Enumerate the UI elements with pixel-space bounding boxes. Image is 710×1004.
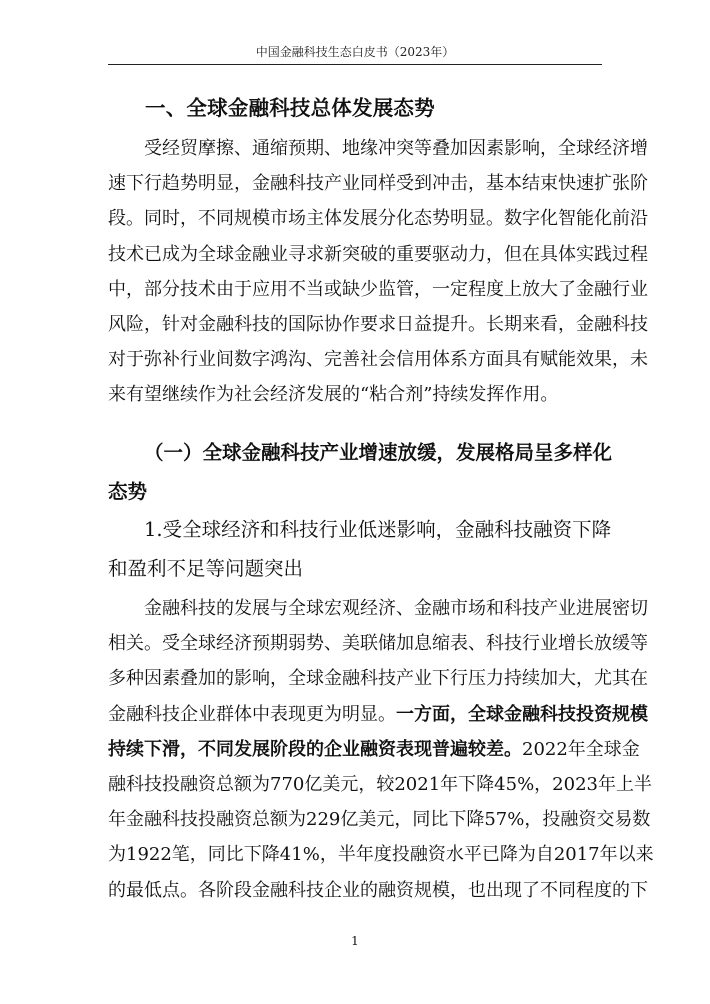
paragraph-line [108,697,648,732]
section-heading: 一、全球金融科技总体发展态势 [145,96,435,120]
paragraph-line: 速下行趋势明显，金融科技产业同样受到冲击，基本结束快速扩张阶 [108,173,648,195]
heading-line: 1.受全球经济和科技行业低迷影响，金融科技融资下降 [144,518,612,541]
paragraph-line: 多种因素叠加的影响，全球金融科技产业下行压力持续加大，尤其在 [108,668,648,690]
paragraph-line: 融科技投融资总额为770亿美元，较2021年下降45%，2023年上半 [108,773,652,795]
paragraph-line: 金融科技的发展与全球宏观经济、金融市场和科技产业进展密切 [144,598,648,619]
paragraph-line [108,732,640,767]
subsubsection-heading [108,510,612,588]
body-paragraph [108,591,654,908]
paragraph-line: 段。同时，不同规模市场主体发展分化态势明显。数字化智能化前沿 [108,208,648,230]
paragraph-line: 技术已成为全球金融业寻求新突破的重要驱动力，但在具体实践过程 [108,243,648,265]
subsection-heading [108,433,613,511]
header-divider [108,64,602,65]
page-number: 1 [351,934,359,948]
heading-line: 和盈利不足等问题突出 [108,557,304,580]
paragraph-line: 为1922笔，同比下降41%，半年度投融资水平已降为自2017年以来 [108,844,654,866]
paragraph-line: 风险，针对金融科技的国际协作要求日益提升。长期来看，金融科技 [108,313,648,335]
plain-text: 2022年全球金 [522,738,640,760]
plain-text: 金融科技企业群体中表现更为明显。 [108,703,396,725]
paragraph-line: 年金融科技投融资总额为229亿美元，同比下降57%，投融资交易数 [108,809,651,831]
heading-line: 态势 [108,480,148,503]
running-header: 中国金融科技生态白皮书（2023年） [255,45,455,59]
intro-paragraph [108,131,648,413]
paragraph-line: 中，部分技术由于应用不当或缺少监管，一定程度上放大了金融行业 [108,278,648,300]
paragraph-line: 的最低点。各阶段金融科技企业的融资规模，也出现了不同程度的下 [108,879,648,901]
paragraph-line: 相关。受全球经济预期弱势、美联储加息缩表、科技行业增长放缓等 [108,633,648,655]
bold-emphasis: 一方面，全球金融科技投资规模 [396,703,648,725]
paragraph-line: 对于弥补行业间数字鸿沟、完善社会信用体系方面具有赋能效果，未 [108,349,648,371]
paragraph-line: 受经贸摩擦、通缩预期、地缘冲突等叠加因素影响，全球经济增 [144,138,648,159]
bold-emphasis: 持续下滑，不同发展阶段的企业融资表现普遍较差。 [108,738,522,760]
heading-line: （一）全球金融科技产业增速放缓，发展格局呈多样化 [144,441,613,464]
paragraph-line: 来有望继续作为社会经济发展的“粘合剂”持续发挥作用。 [108,384,559,406]
